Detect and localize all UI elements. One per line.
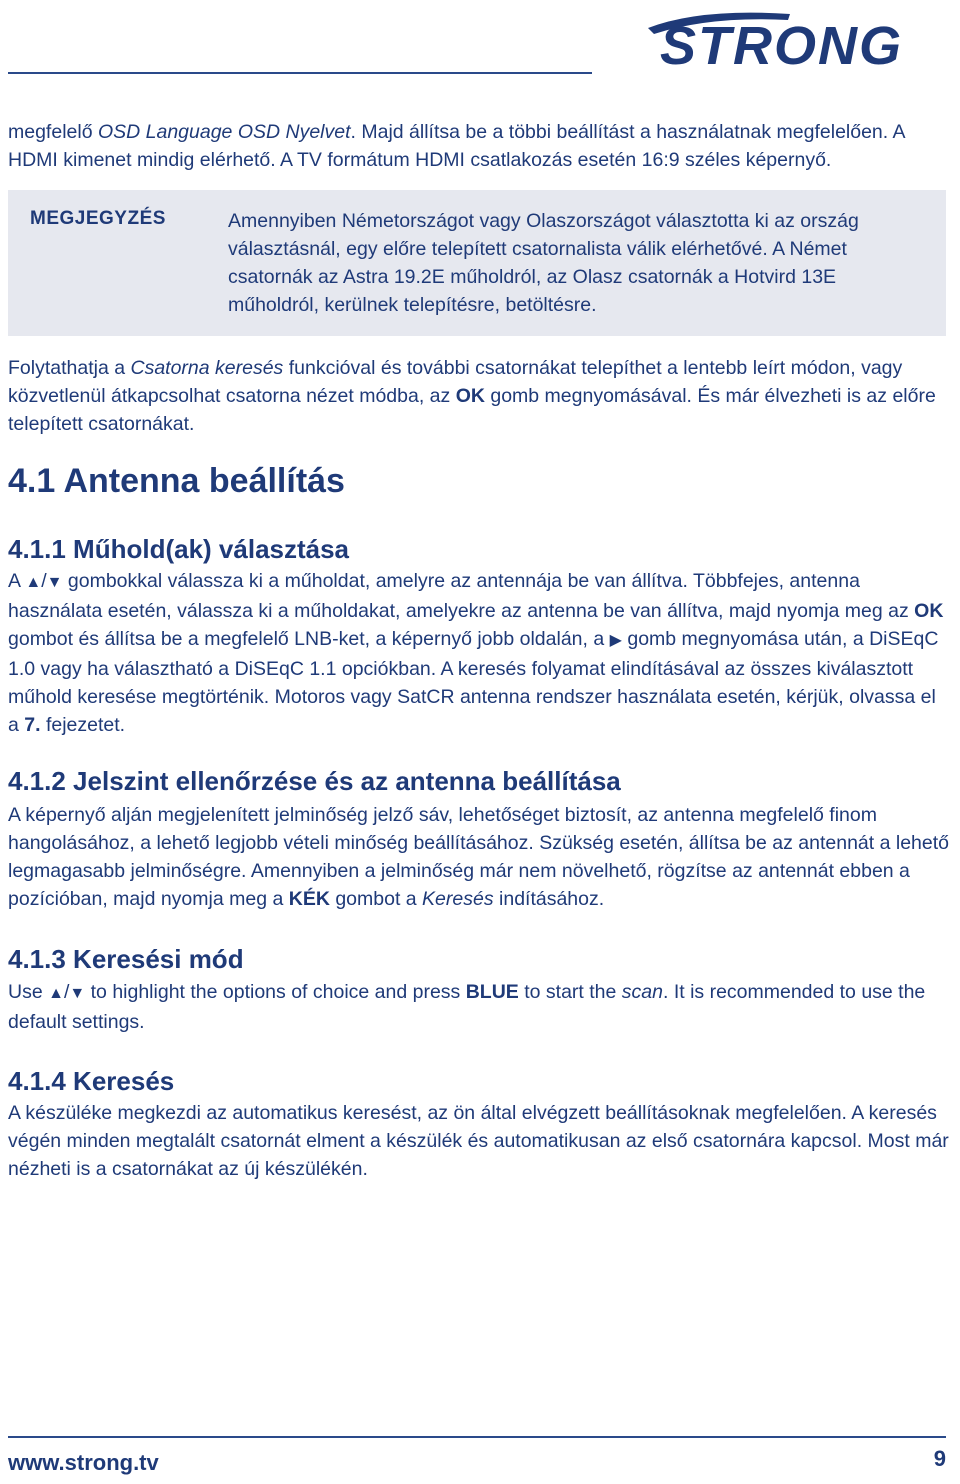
section-4-1-3-text: Use ▲/▼ to highlight the options of choice and press BLUE to start the scan. It is recommended to use the default settings. [8, 981, 926, 1033]
section-title-4-1-4: 4.1.4 Keresés [8, 1066, 175, 1096]
up-arrow-icon: ▲ [25, 574, 42, 591]
section-title-4-1: 4.1 Antenna beállítás [8, 462, 345, 500]
footer-url[interactable]: www.strong.tv [8, 1450, 159, 1475]
note-box [8, 190, 946, 336]
section-title-4-1-2: 4.1.2 Jelszint ellenőrzése és az antenna beállítása [8, 766, 621, 796]
down-arrow-icon: ▼ [69, 985, 86, 1002]
note-text: Amennyiben Németországot vagy Olaszországot választotta ki az ország választásnál, egy előre telepített csatornalista válik elérhetővé. A Német csatornák az Astra 19.2E műholdról, az Olasz csatornák a Hotvird 13E műholdról, kerülnek telepítésre, betöltésre. [228, 210, 859, 316]
section-title-4-1-3: 4.1.3 Keresési mód [8, 944, 244, 974]
section-title-4-1-1: 4.1.1 Műhold(ak) választása [8, 534, 350, 564]
note-label: MEGJEGYZÉS [30, 208, 166, 229]
svg-text:STRONG: STRONG [660, 16, 904, 72]
page-number: 9 [933, 1446, 946, 1471]
intro-paragraph: megfelelő OSD Language OSD Nyelvet. Majd állítsa be a többi beállítást a használatnak megfelelően. A HDMI kimenet mindig elérhető. A TV formátum HDMI csatlakozás esetén 16:9 széles képernyő. [8, 121, 905, 171]
up-arrow-icon: ▲ [48, 985, 64, 1002]
down-arrow-icon: ▼ [46, 574, 63, 591]
right-arrow-icon: ▶ [609, 632, 622, 649]
strong-logo [640, 6, 950, 72]
section-4-1-4-text: A készüléke megkezdi az automatikus keresést, az ön által elvégzett beállításoknak megfelelően. A keresés végén minden megtalált csatornát elment a készülék és automatikusan az első csatornára kapcsol. Most már nézheti is a csatornákat az új készülékén. [8, 1102, 949, 1180]
header-rule [8, 72, 592, 74]
section-4-1-1-text: A ▲/▼ gombokkal válassza ki a műholdat, amelyre az antennája be van állítva. Többfejes, antenna használata esetén, válassza ki a műholdakat, amelyekre az antenna be van állítva, majd nyomja meg az OK gombot és állítsa be a megfelelő LNB-ket, a képernyő jobb oldalán, a ▶ gomb megnyomása után, a DiSEqC 1.0 vagy ha választható a DiSEqC 1.1 opciókban. A keresés folyamat elindításával az összes kiválasztott műhold keresése megtörténik. Motoros vagy SatCR antenna rendszer használata esetén, kérjük, olvassa el a 7. fejezetet. [8, 570, 944, 736]
channel-search-paragraph: Folytathatja a Csatorna keresés funkcióval és további csatornákat telepíthet a lentebb leírt módon, vagy közvetlenül átkapcsolhat csatorna nézet módba, az OK gomb megnyomásával. És már élvezheti is az előre telepített csatornákat. [8, 357, 936, 435]
footer-rule [8, 1436, 946, 1438]
section-4-1-2-text: A képernyő alján megjelenített jelminőség jelző sáv, lehetőséget biztosít, az antenna megfelelő finom hangolásához, a lehető legjobb vételi minőség beállításához. Szükség esetén, állítsa be az antennát a lehető legmagasabb jelminőségre. Amennyiben a jelminőség már nem növelhető, rögzítse az antennát ebben a pozícióban, majd nyomja meg a KÉK gombot a Keresés indításához. [8, 804, 949, 910]
